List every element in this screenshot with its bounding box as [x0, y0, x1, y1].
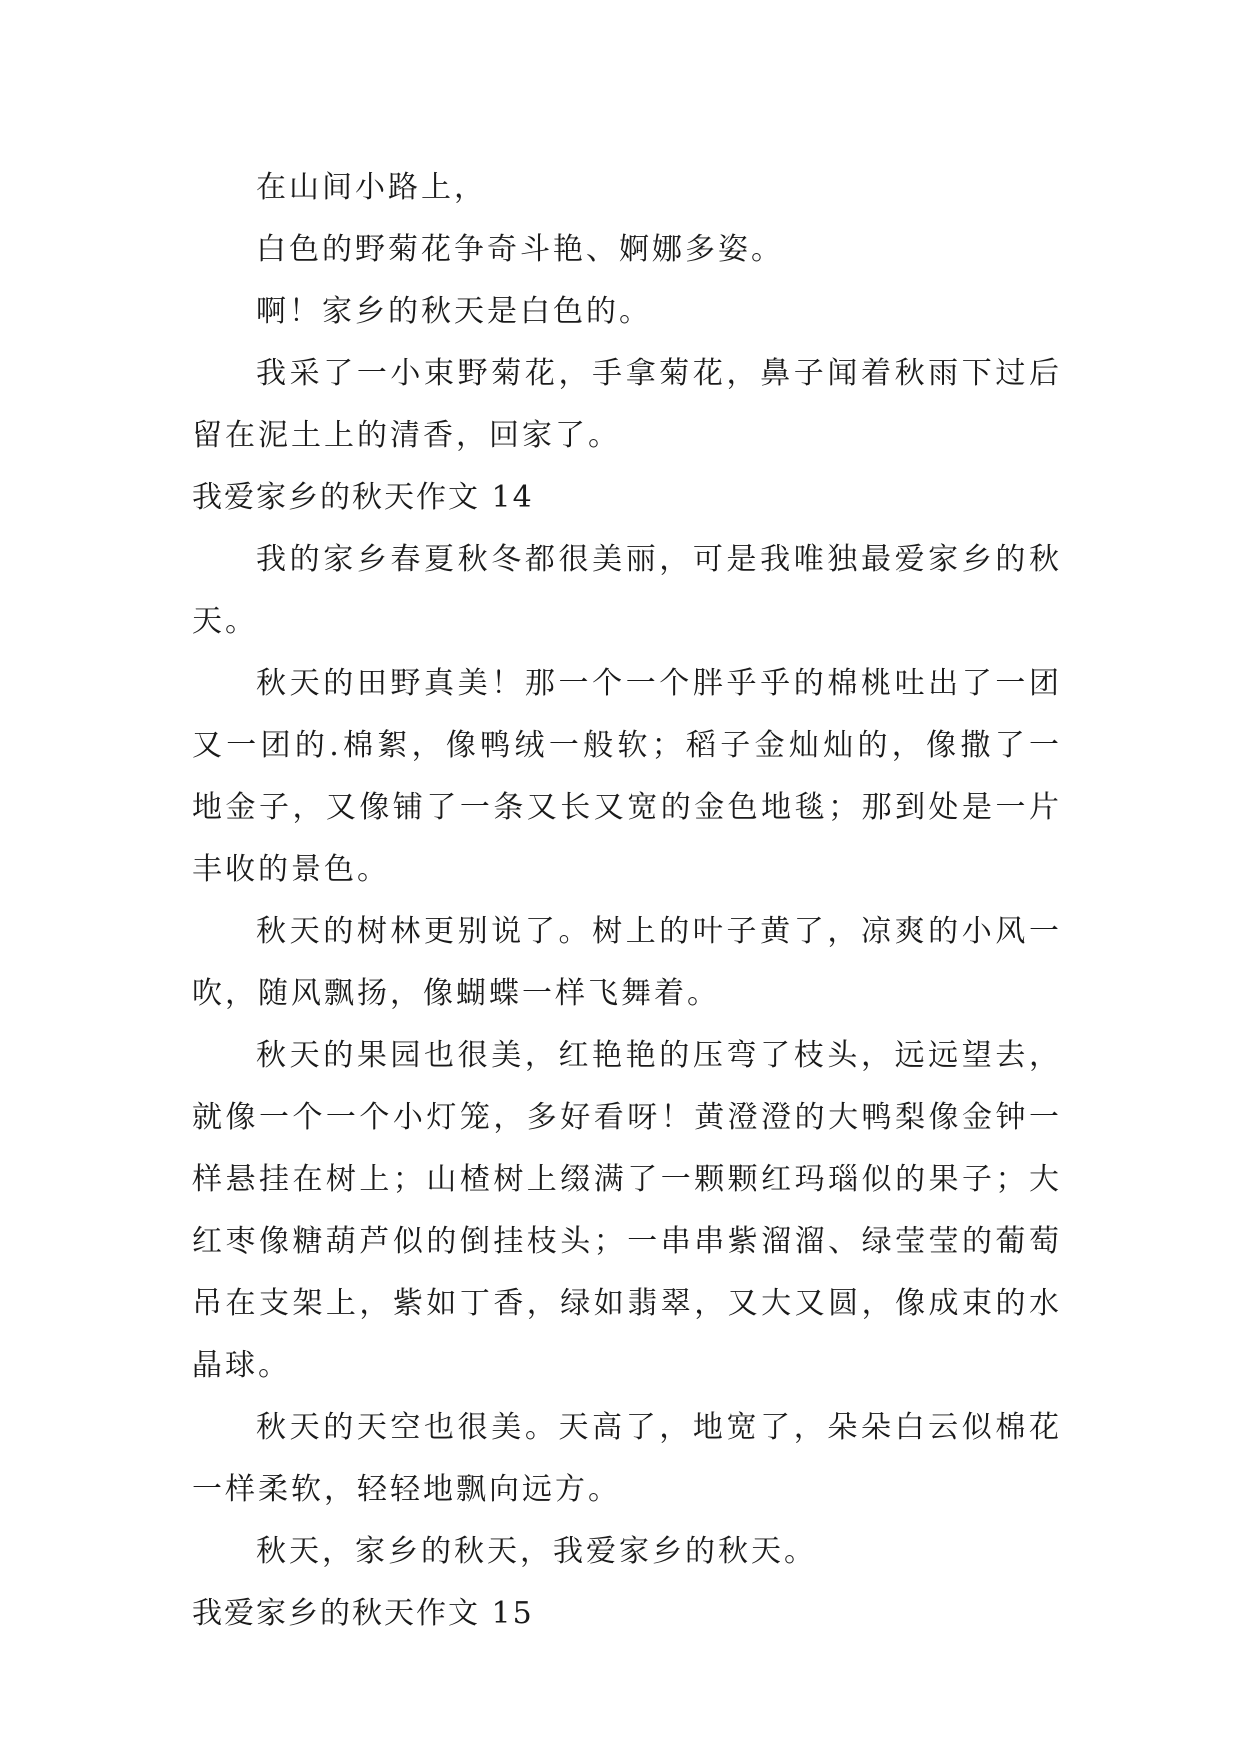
paragraph: 秋天的树林更别说了。树上的叶子黄了，凉爽的小风一吹，随风飘扬，像蝴蝶一样飞舞着。 — [192, 914, 1062, 1011]
document-body — [192, 157, 1062, 1645]
paragraph: 白色的野菊花争奇斗艳、婀娜多姿。 — [256, 232, 784, 267]
paragraph: 秋天的田野真美！那一个一个胖乎乎的棉桃吐出了一团又一团的.棉絮，像鸭绒一般软；稻子金灿灿的，像撒了一地金子，又像铺了一条又长又宽的金色地毯；那到处是一片丰收的景色。 — [192, 666, 1062, 887]
paragraph: 秋天，家乡的秋天，我爱家乡的秋天。 — [256, 1534, 817, 1569]
paragraph: 在山间小路上， — [256, 170, 487, 205]
paragraph: 秋天的果园也很美，红艳艳的压弯了枝头，远远望去，就像一个一个小灯笼，多好看呀！黄澄澄的大鸭梨像金钟一样悬挂在树上；山楂树上缀满了一颗颗红玛瑙似的果子；大红枣像糖葫芦似的倒挂枝头；一串串紫溜溜、绿莹莹的葡萄吊在支架上，紫如丁香，绿如翡翠，又大又圆，像成束的水晶球。 — [192, 1038, 1062, 1383]
section-heading: 我爱家乡的秋天作文 14 — [192, 480, 534, 515]
paragraph: 我采了一小束野菊花，手拿菊花，鼻子闻着秋雨下过后留在泥土上的清香，回家了。 — [192, 356, 1062, 453]
paragraph: 啊！家乡的秋天是白色的。 — [256, 294, 652, 329]
paragraph: 秋天的天空也很美。天高了，地宽了，朵朵白云似棉花一样柔软，轻轻地飘向远方。 — [192, 1410, 1062, 1507]
section-heading: 我爱家乡的秋天作文 15 — [192, 1596, 534, 1631]
paragraph: 我的家乡春夏秋冬都很美丽，可是我唯独最爱家乡的秋天。 — [192, 542, 1062, 639]
